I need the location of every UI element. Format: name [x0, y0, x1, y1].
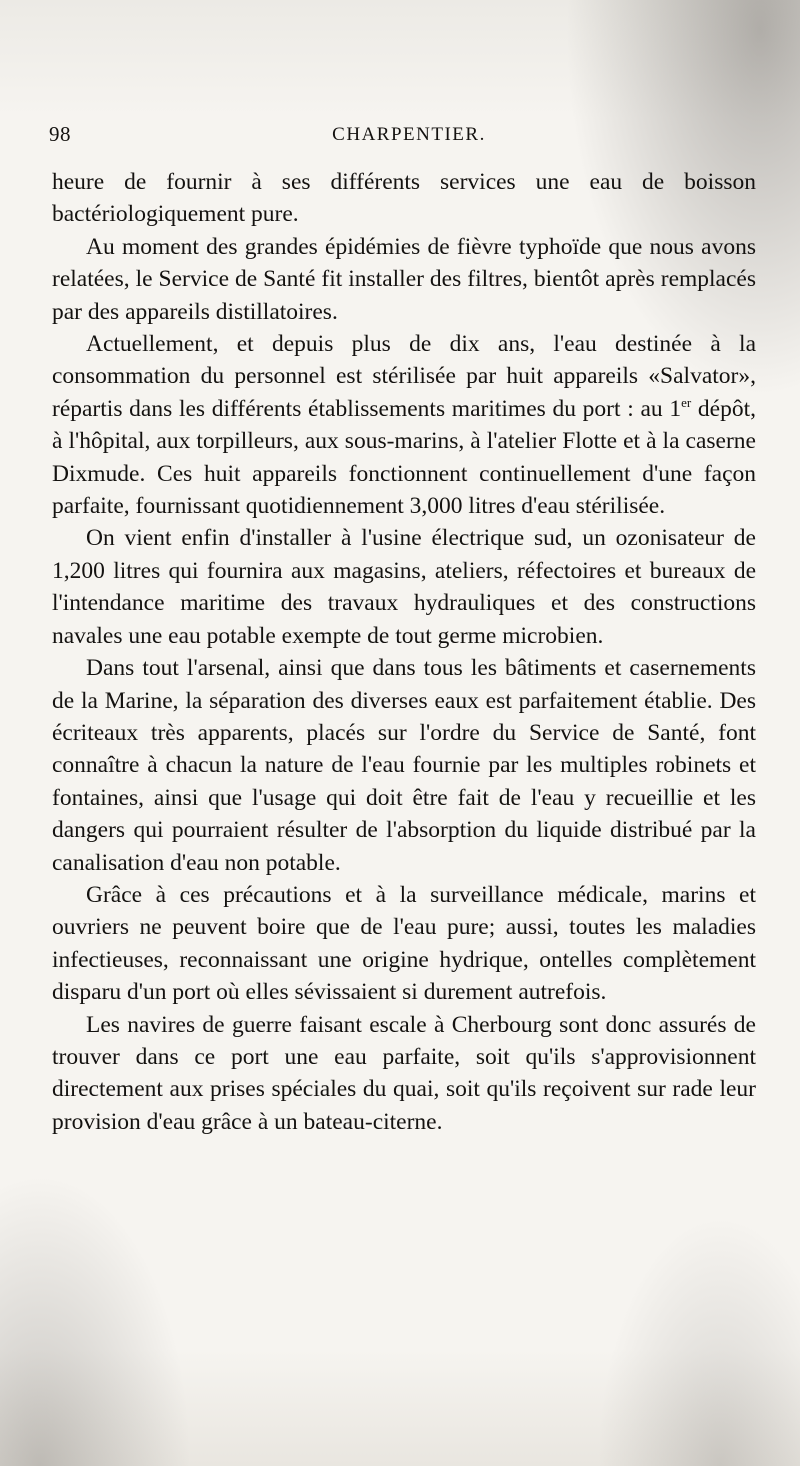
page-header — [49, 122, 749, 152]
paragraph-4: On vient enfin d'installer à l'usine électrique sud, un ozonisateur de 1,200 litres qui fournira aux magasins, ateliers, réfectoires et bureaux de l'intendance maritime des travaux hydrauliques et des constructions navales une eau potable exempte de tout germe microbien. — [52, 525, 756, 649]
paragraph-1: heure de fournir à ses différents services une eau de boisson bactériologiquement pure. — [52, 169, 756, 228]
paragraph-3-part-1: Actuellement, et depuis plus de dix ans, l'eau destinée à la consommation du personnel est stérilisée par huit appareils «Salvator», répartis dans les différents établissements maritimes du port : au 1 — [52, 331, 756, 422]
paragraph-2: Au moment des grandes épidémies de fièvre typhoïde que nous avons relatées, le Service de Santé fit installer des filtres, bientôt après remplacés par des appareils distillatoires. — [52, 233, 756, 325]
paragraph-6: Grâce à ces précautions et à la surveillance médicale, marins et ouvriers ne peuvent boire que de l'eau pure; aussi, toutes les maladies infectieuses, reconnaissant une origine hydrique, ontelles complètement disparu d'un port où elles sévissaient si durement autrefois. — [52, 881, 756, 1006]
paragraph-3 — [52, 328, 756, 522]
running-title: CHARPENTIER. — [332, 124, 486, 145]
paragraph-7: Les navires de guerre faisant escale à Cherbourg sont donc assurés de trouver dans ce port une eau parfaite, soit qu'ils s'approvisionnent directement aux prises spéciales du quai, soit qu'ils reçoivent sur rade leur provision d'eau grâce à un bateau-citerne. — [52, 1011, 756, 1135]
body-text — [52, 166, 756, 1138]
page-number: 98 — [49, 122, 71, 146]
paragraph-5: Dans tout l'arsenal, ainsi que dans tous les bâtiments et casernements de la Marine, la séparation des diverses eaux est parfaitement établie. Des écriteaux très apparents, placés sur l'ordre du Service de Santé, font connaître à chacun la nature de l'eau fournie par les multiples robinets et fontaines, ainsi que l'usage qui doit être fait de l'eau y recueillie et les dangers qui pourraient résulter de l'absorption du liquide distribué par la canalisation d'eau non potable. — [52, 655, 756, 876]
superscript-er: er — [681, 394, 692, 410]
paragraph-3-part-2: dépôt, à l'hôpital, aux torpilleurs, aux sous-marins, à l'atelier Flotte et à la caserne Dixmude. Ces huit appareils fonctionnent continuellement d'une façon parfaite, fournissant quotidiennement 3,000 litres d'eau stérilisée. — [52, 395, 757, 520]
